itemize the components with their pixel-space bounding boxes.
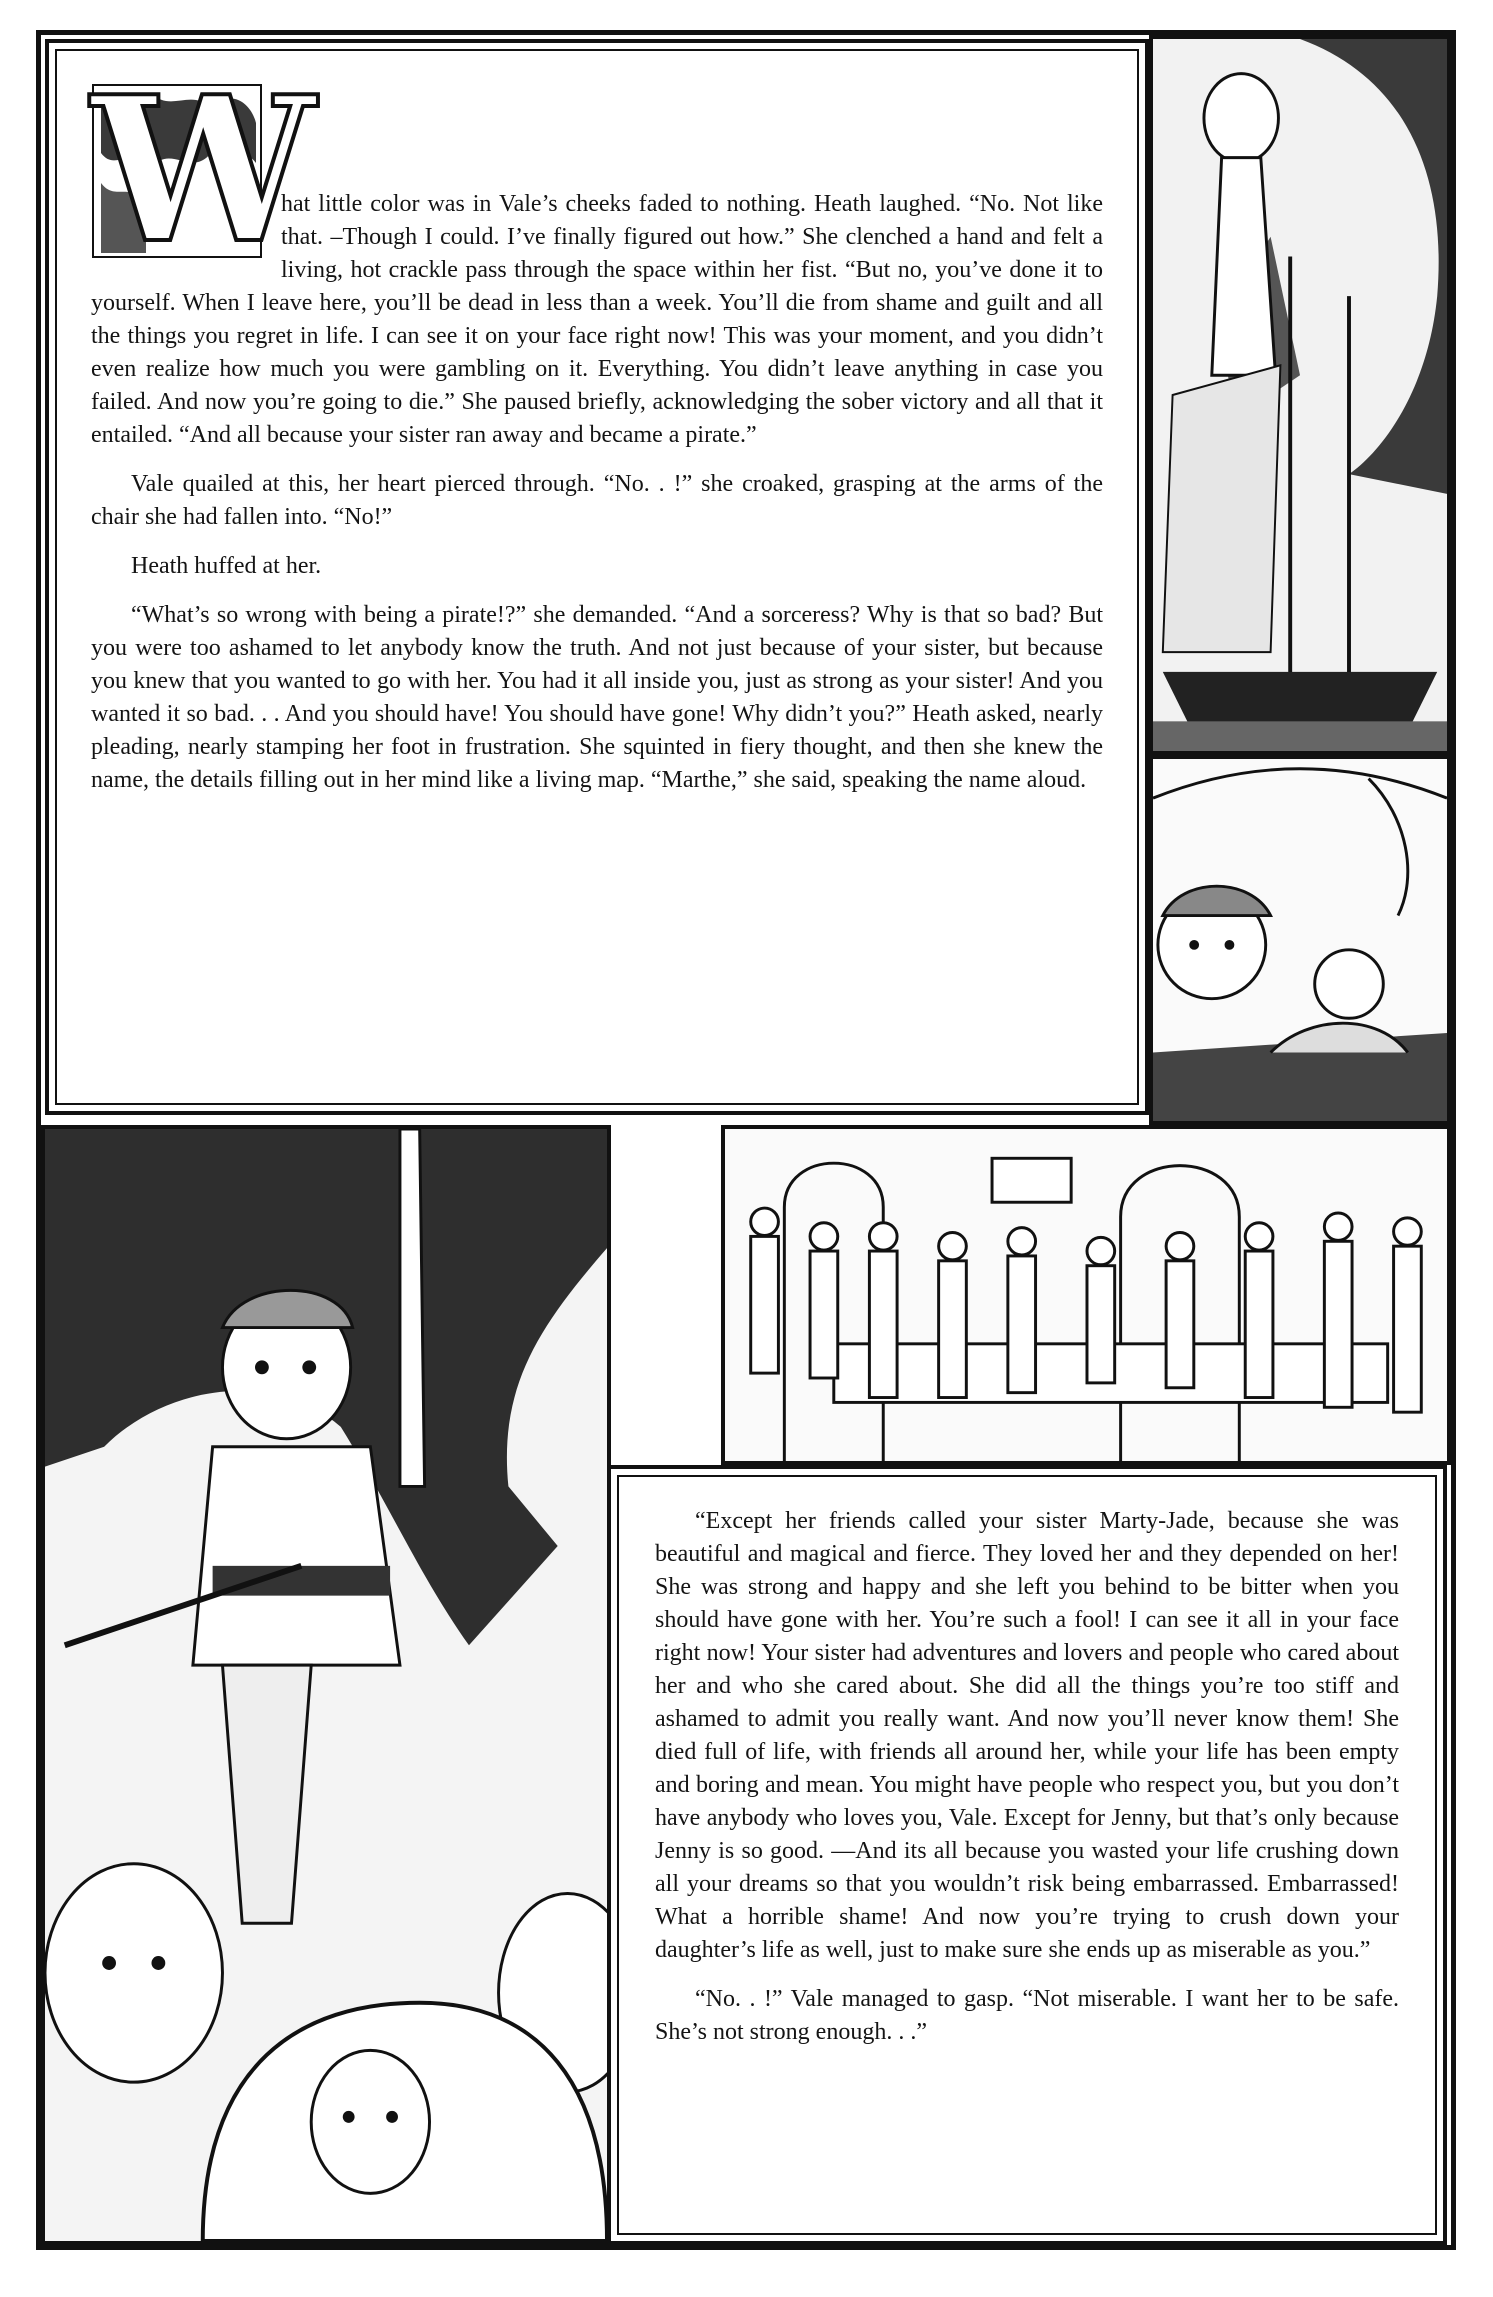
panel-pirate-heath [41,1125,611,2245]
paragraph-3: Heath huffed at her. [131,553,322,579]
narration-top-text [91,53,1103,1089]
paragraph-6: “No. . !” Vale managed to gasp. “Not miserable. I want her to be safe. She’s not strong enough. . .” [655,1986,1399,2045]
dinner-crowd-illustration [725,1129,1447,1461]
paragraph-1: hat little color was in Vale’s cheeks faded to nothing. Heath laughed. “No. Not like that. –Though I could. I’ve finally figured out how.” She clenched a hand and felt a living, hot crackle pass through the space within her fist. “But no, you’ve done it to yourself. When I leave here, you’ll be dead in less than a week. You’ll die from shame and guilt and all the things you regret in life. I can see it on your face right now! This was your moment, and you didn’t even realize how much you were gambling on it. Everything. You didn’t leave anything in case you failed. And now you’re going to die.” She paused briefly, acknowledging the sober victory and all that it entailed. “And all because your sister ran away and became a pirate.” [91,191,1103,448]
girl-with-book-illustration [1153,759,1447,1121]
narration-box-bottom [607,1465,1447,2245]
panel-burning-ship [1149,35,1451,755]
pirate-heath-illustration [45,1129,607,2241]
paragraph-2: Vale quailed at this, her heart pierced through. “No. . !” she croaked, grasping at the arms of the chair she had fallen into. “No!” [91,471,1103,530]
burning-ship-illustration [1153,39,1447,751]
panel-dinner-crowd [721,1125,1451,1465]
paragraph-5: “Except her friends called your sister Marty-Jade, because she was beautiful and magical and fierce. They loved her and they depended on her! She was strong and happy and she left you behind to be bitter when you should have gone with her. You’re such a fool! I can see it all in your face right now! Your sister had adventures and lovers and people who cared about her and who she cared about. She did all the things you’re too stiff and ashamed to admit you really want. And now you’ll never know them! She died full of life, with friends all around her, while your life has been empty and boring and mean. You might have people who respect you, but you don’t have anybody who loves you, Vale. Except for Jenny, but that’s only because Jenny is so good. —And its all because you wasted your life crushing down all your dreams so that you wouldn’t risk being embarrassed. Embarrassed! What a horrible shame! And now you’re trying to crush down your daughter’s life as well, just to make sure she ends up as miserable as you.” [655,1508,1399,1963]
drop-cap [91,53,316,288]
panel-girl-with-book [1149,755,1451,1125]
page-frame [36,30,1456,2250]
drop-cap-letter: W [91,53,316,288]
narration-bottom-text [655,1505,1399,2219]
paragraph-4: “What’s so wrong with being a pirate!?” she demanded. “And a sorceress? Why is that so bad? But you were too ashamed to let anybody know the truth. And not just because of your sister, but because you knew that you wanted to go with her. You had it all inside you, just as strong as your sister! And you wanted it so bad. . . And you should have! You should have gone! Why didn’t you?” Heath asked, nearly pleading, nearly stamping her foot in frustration. She squinted in fiery thought, and then she knew the name, the details filling out in her mind like a living map. “Marthe,” she said, speaking the name aloud. [91,602,1103,793]
narration-box-top [45,39,1149,1115]
